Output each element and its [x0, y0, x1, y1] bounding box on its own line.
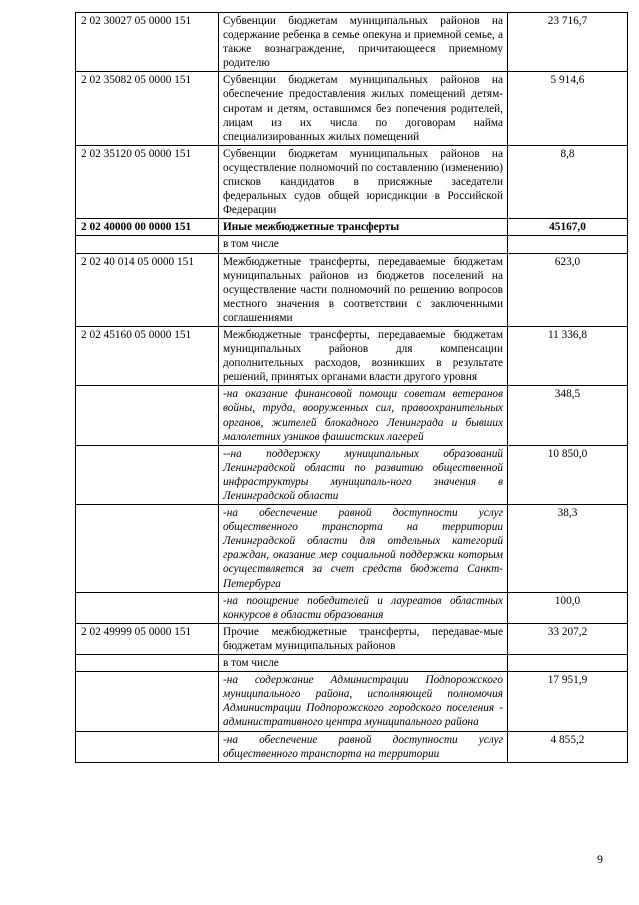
amount-cell [508, 236, 628, 253]
table-row [76, 72, 628, 145]
code-cell: 2 02 40000 00 0000 151 [76, 219, 219, 236]
code-cell [76, 731, 219, 762]
name-cell: Межбюджетные трансферты, передаваемые бюджетам муниципальных районов из бюджетов поселений на осуществление части полномочий по решению вопросов местного значения в соответствии с заключенными соглашениями [219, 253, 508, 326]
table-row [76, 623, 628, 654]
table-row [76, 145, 628, 218]
table-row [76, 13, 628, 72]
amount-cell: 45167,0 [508, 219, 628, 236]
name-cell: Межбюджетные трансферты, передаваемые бюджетам муниципальных районов для компенсации дополнительных расходов, возникших в результате решений, принятых органами власти другого уровня [219, 326, 508, 385]
table-row [76, 326, 628, 385]
page-number: 9 [597, 852, 603, 866]
code-cell [76, 386, 219, 445]
amount-cell: 348,5 [508, 386, 628, 445]
table-row [76, 505, 628, 593]
table-row [76, 672, 628, 731]
amount-cell [508, 655, 628, 672]
amount-cell: 17 951,9 [508, 672, 628, 731]
code-cell [76, 592, 219, 623]
amount-cell: 38,3 [508, 505, 628, 593]
table-row [76, 236, 628, 253]
name-cell: Иные межбюджетные трансферты [219, 219, 508, 236]
amount-cell: 4 855,2 [508, 731, 628, 762]
name-cell: в том числе [219, 236, 508, 253]
amount-cell: 5 914,6 [508, 72, 628, 145]
name-cell: -на оказание финансовой помощи советам ветеранов войны, труда, вооруженных сил, правоохранительных органов, жителей блокадного Ленинграда и бывших малолетних узников фашистских лагерей [219, 386, 508, 445]
name-cell: -на обеспечение равной доступности услуг общественного транспорта на территории Ленинградской области для отдельных категорий граждан, оказание мер социальной поддержки которым осуществляется за счет средств бюджета Санкт-Петербурга [219, 505, 508, 593]
amount-cell: 100,0 [508, 592, 628, 623]
amount-cell: 23 716,7 [508, 13, 628, 72]
document-page [75, 12, 607, 763]
code-cell [76, 655, 219, 672]
budget-table-body [76, 13, 628, 763]
name-cell: Прочие межбюджетные трансферты, передавае-мые бюджетам муниципальных районов [219, 623, 508, 654]
table-row [76, 253, 628, 326]
table-row [76, 219, 628, 236]
name-cell: -на поощрение победителей и лауреатов областных конкурсов в области образования [219, 592, 508, 623]
amount-cell: 33 207,2 [508, 623, 628, 654]
code-cell: 2 02 49999 05 0000 151 [76, 623, 219, 654]
code-cell [76, 672, 219, 731]
amount-cell: 8,8 [508, 145, 628, 218]
amount-cell: 623,0 [508, 253, 628, 326]
table-row [76, 655, 628, 672]
code-cell: 2 02 30027 05 0000 151 [76, 13, 219, 72]
name-cell: Субвенции бюджетам муниципальных районов на содержание ребенка в семье опекуна и приемной семье, а также вознаграждение, причитающееся приемному родителю [219, 13, 508, 72]
name-cell: Субвенции бюджетам муниципальных районов на обеспечение предоставления жилых помещений детям-сиротам и детям, оставшимся без попечения родителей, лицам из их числа по договорам найма специализированных жилых помещений [219, 72, 508, 145]
code-cell: 2 02 40 014 05 0000 151 [76, 253, 219, 326]
table-row [76, 592, 628, 623]
budget-table [75, 12, 628, 763]
code-cell: 2 02 35120 05 0000 151 [76, 145, 219, 218]
code-cell: 2 02 45160 05 0000 151 [76, 326, 219, 385]
name-cell: --на поддержку муниципальных образований Ленинградской области по развитию общественной инфраструктуры муниципаль-ного значения в Ленинградской области [219, 445, 508, 504]
code-cell: 2 02 35082 05 0000 151 [76, 72, 219, 145]
table-row [76, 445, 628, 504]
table-row [76, 731, 628, 762]
table-row [76, 386, 628, 445]
amount-cell: 11 336,8 [508, 326, 628, 385]
name-cell: -на обеспечение равной доступности услуг общественного транспорта на территории [219, 731, 508, 762]
code-cell [76, 236, 219, 253]
code-cell [76, 445, 219, 504]
name-cell: в том числе [219, 655, 508, 672]
name-cell: -на содержание Администрации Подпорожского муниципального района, исполняющей полномочия Администрации Подпорожского городского поселения - административного центра муниципального района [219, 672, 508, 731]
amount-cell: 10 850,0 [508, 445, 628, 504]
name-cell: Субвенции бюджетам муниципальных районов на осуществление полномочий по составлению (изменению) списков кандидатов в присяжные заседатели федеральных судов общей юрисдикции в Российской Федерации [219, 145, 508, 218]
code-cell [76, 505, 219, 593]
